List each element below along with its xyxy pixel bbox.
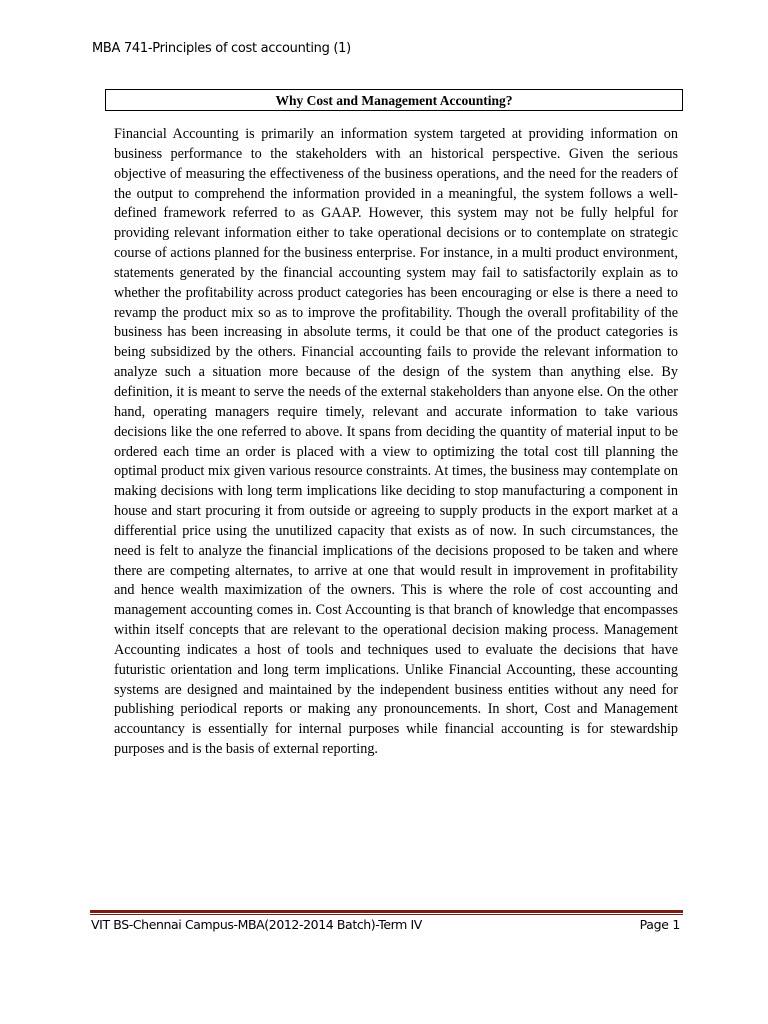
footer-rule-thin (90, 914, 683, 915)
page-header: MBA 741-Principles of cost accounting (1) (92, 41, 351, 56)
footer-text: VIT BS-Chennai Campus-MBA(2012-2014 Batch)-Term IV (91, 917, 422, 932)
page-number: Page 1 (639, 917, 680, 932)
section-title: Why Cost and Management Accounting? (105, 89, 683, 111)
footer-rule (90, 910, 683, 913)
body-paragraph: Financial Accounting is primarily an information system targeted at providing information on business performance to the stakeholders with an historical perspective. Given the serious objective of measuring the effectiveness of the business operations, and the need for the readers of the output to comprehend the information provided in a meaningful, the system follows a well-defined framework referred to as GAAP. However, this system may not be fully helpful for providing relevant information either to take operational decisions or to contemplate on strategic course of actions planned for the business enterprise. For instance, in a multi product environment, statements generated by the financial accounting system may fail to satisfactorily explain as to whether the profitability across product categories has been encouraging or else is there a need to revamp the product mix so as to improve the profitability. Though the overall profitability of the business has been increasing in absolute terms, it could be that one of the product categories is being subsidized by the others. Financial accounting fails to provide the relevant information to analyze such a situation more because of the design of the system than anything else. By definition, it is meant to serve the needs of the external stakeholders than anyone else. On the other hand, operating managers require timely, relevant and accurate information to take various decisions like the one referred to above. It spans from deciding the quantity of material input to be ordered each time an order is placed with a view to optimizing the total cost till planning the optimal product mix given various resource constraints. At times, the business may contemplate on making decisions with long term implications like deciding to stop manufacturing a component in house and start procuring it from outside or agreeing to supply products in the export market at a differential price using the unutilized capacity that exists as of now. In such circumstances, the need is felt to analyze the financial implications of the decisions proposed to be taken and where there are competing alternates, to arrive at one that would result in improvement in profitability and hence wealth maximization of the owners. This is where the role of cost accounting and management accounting comes in. Cost Accounting is that branch of knowledge that encompasses within itself concepts that are relevant to the operational decision making process. Management Accounting indicates a host of tools and techniques used to evaluate the decisions that have futuristic orientation and long term implications. Unlike Financial Accounting, these accounting systems are designed and maintained by the independent business entities without any need for publishing periodical reports or making any pronouncements. In short, Cost and Management accountancy is essentially for internal purposes while financial accounting is for stewardship purposes and is the basis of external reporting. (114, 126, 678, 758)
